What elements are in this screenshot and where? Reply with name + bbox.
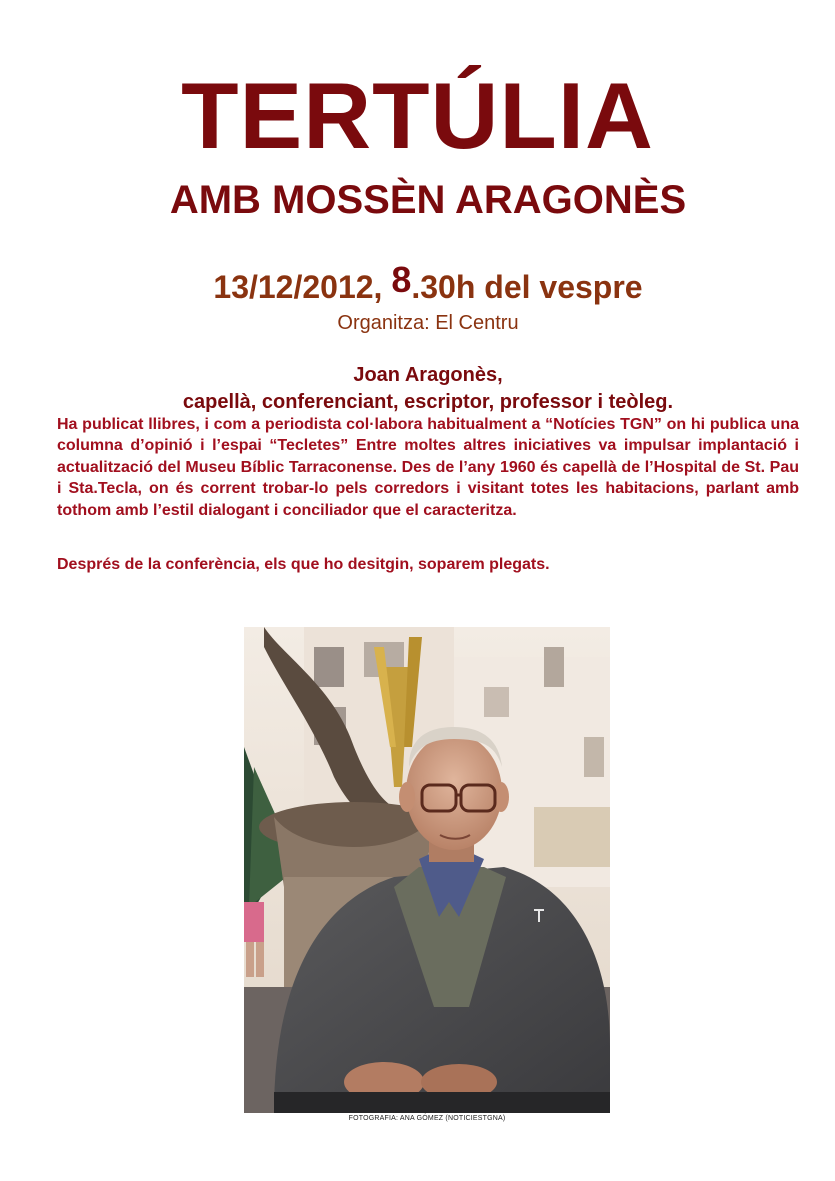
biography-text: Ha publicat llibres, i com a periodista col·labora habitualment a “Notícies TGN” on hi publica una columna d’opinió i l’espai “Tecletes” Entre moltes altres iniciatives va impulsar implantació i actualització del Museu Bíblic Tarraconense. Des de l’any 1960 és capellà de l’Hospital de St. Pau i Sta.Tecla, on és corrent trobar-lo pels corredors i visitant totes les habitacions, parlant amb tothom amb l’estil dialogant i conciliador que el caracteritza. bbox=[57, 416, 799, 519]
poster-title: TERTÚLIA bbox=[181, 63, 654, 168]
person-roles: capellà, conferenciant, escriptor, professor i teòleg. bbox=[182, 391, 674, 413]
dinner-note: Després de la conferència, els que ho desitgin, soparem plegats. bbox=[57, 556, 550, 573]
person-name: Joan Aragonès, bbox=[353, 364, 503, 386]
organizer: Organitza: El Centru bbox=[337, 312, 519, 334]
event-date-suffix: .30h del vespre bbox=[411, 269, 643, 305]
event-date bbox=[0, 259, 835, 309]
photo-credit: FOTOGRAFIA: ANA GÓMEZ (NOTICIESTGNA) bbox=[348, 1115, 506, 1122]
event-hour: 8 bbox=[391, 259, 412, 300]
poster-subtitle: AMB MOSSÈN ARAGONÈS bbox=[169, 178, 687, 222]
portrait-photo bbox=[244, 627, 610, 1113]
event-date-prefix: 13/12/2012, bbox=[213, 269, 392, 305]
